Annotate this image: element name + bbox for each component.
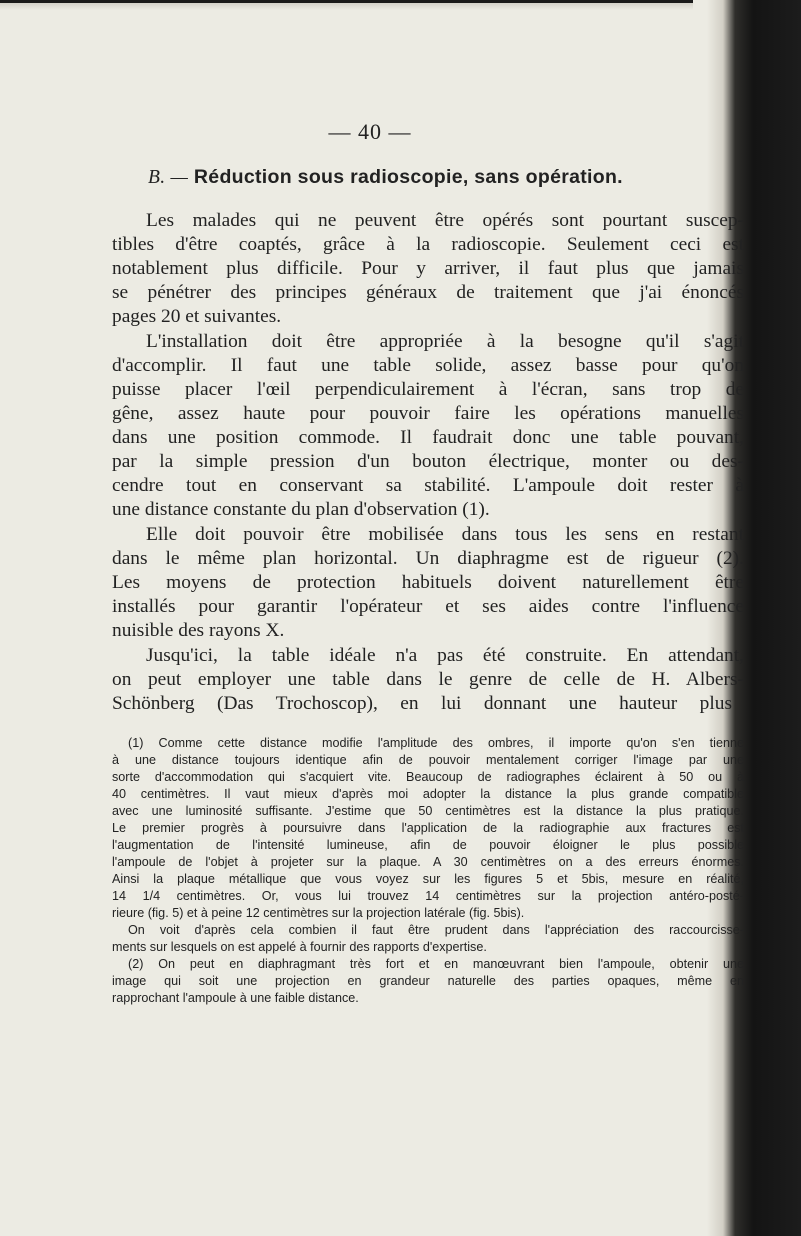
- footnote-line: image qui soit une projection en grandeur naturelle des parties opaques, même en: [112, 974, 744, 988]
- page-number: — 40 —: [328, 119, 412, 144]
- body-line: Les malades qui ne peuvent être opérés sont pourtant suscep-: [146, 210, 744, 231]
- body-line: nuisible des rayons X.: [112, 620, 285, 641]
- body-line: pages 20 et suivantes.: [112, 306, 282, 327]
- page-top-edge: [0, 0, 700, 3]
- body-line: puisse placer l'œil perpendiculairement à l'écran, sans trop de: [112, 379, 744, 400]
- footnote-line: sorte d'accommodation qui s'acquiert vite. Beaucoup de radiographes éclairent à 50 ou à: [112, 770, 744, 784]
- body-line: par la simple pression d'un bouton électrique, monter ou des-: [112, 451, 744, 472]
- body-line: se pénétrer des principes généraux de traitement que j'ai énoncés: [112, 282, 744, 303]
- footnote-line: On voit d'après cela combien il faut être prudent dans l'appréciation des raccourcisse-: [128, 923, 744, 937]
- body-line: notablement plus difficile. Pour y arriver, il faut plus que jamais: [112, 258, 744, 279]
- body-line: une distance constante du plan d'observation (1).: [112, 499, 490, 520]
- section-heading-title: Réduction sous radioscopie, sans opération.: [193, 166, 623, 188]
- footnote-line: Le premier progrès à poursuivre dans l'application de la radiographie aux fractures est: [112, 821, 744, 835]
- body-line: on peut employer une table dans le genre de celle de H. Albers-: [112, 669, 744, 690]
- body-line: installés pour garantir l'opérateur et ses aides contre l'influence: [112, 596, 744, 617]
- footnote-line: l'ampoule de l'objet à projeter sur la plaque. A 30 centimètres on a des erreurs énormes.: [112, 855, 744, 869]
- footnote-line: l'augmentation de l'intensité lumineuse, afin de pouvoir éloigner le plus possible: [112, 838, 744, 852]
- footnote-line: ments sur lesquels on est appelé à fournir des rapports d'expertise.: [112, 940, 487, 954]
- footnote-line: Ainsi la plaque métallique que vous voyez sur les figures 5 et 5bis, mesure en réalité,: [112, 872, 744, 886]
- body-line: L'installation doit être appropriée à la besogne qu'il s'agit: [146, 331, 744, 352]
- footnote-line: (2) On peut en diaphragmant très fort et en manœuvrant bien l'ampoule, obtenir une: [128, 957, 744, 971]
- body-line: cendre tout en conservant sa stabilité. L'ampoule doit rester à: [112, 475, 744, 496]
- body-line: gêne, assez haute pour pouvoir faire les opérations manuelles: [112, 403, 744, 424]
- body-line: dans le même plan horizontal. Un diaphragme est de rigueur (2).: [112, 548, 744, 569]
- body-line: d'accomplir. Il faut une table solide, assez basse pour qu'on: [112, 355, 744, 376]
- body-line: tibles d'être coaptés, grâce à la radioscopie. Seulement ceci est: [112, 234, 744, 255]
- body-line: Schönberg (Das Trochoscop), en lui donnant une hauteur plus: [112, 693, 732, 714]
- footnote-line: 14 1/4 centimètres. Or, vous lui trouvez 14 centimètres sur la projection antéro-posté-: [112, 889, 744, 903]
- footnote-line: 40 centimètres. Il vaut mieux d'après moi adopter la distance la plus grande compatible: [112, 787, 744, 801]
- body-line: dans une position commode. Il faudrait donc une table pouvant,: [112, 427, 744, 448]
- footnote-line: à une distance toujours identique afin de pouvoir mentalement corriger l'image par une: [112, 753, 744, 767]
- body-line: Elle doit pouvoir être mobilisée dans tous les sens en restant: [146, 524, 744, 545]
- body-line: Les moyens de protection habituels doivent naturellement être: [112, 572, 744, 593]
- footnote-line: (1) Comme cette distance modifie l'amplitude des ombres, il importe qu'on s'en tienne: [128, 736, 744, 750]
- body-line: Jusqu'ici, la table idéale n'a pas été construite. En attendant,: [146, 645, 744, 666]
- section-heading-lead: B. —: [148, 167, 189, 188]
- footnote-line: avec une luminosité suffisante. J'estime que 50 centimètres est la distance la plus pratique.: [112, 804, 744, 818]
- footnote-line: rapprochant l'ampoule à une faible distance.: [112, 991, 359, 1005]
- footnote-line: rieure (fig. 5) et à peine 12 centimètres sur la projection latérale (fig. 5bis).: [112, 906, 525, 920]
- section-heading: [148, 166, 748, 189]
